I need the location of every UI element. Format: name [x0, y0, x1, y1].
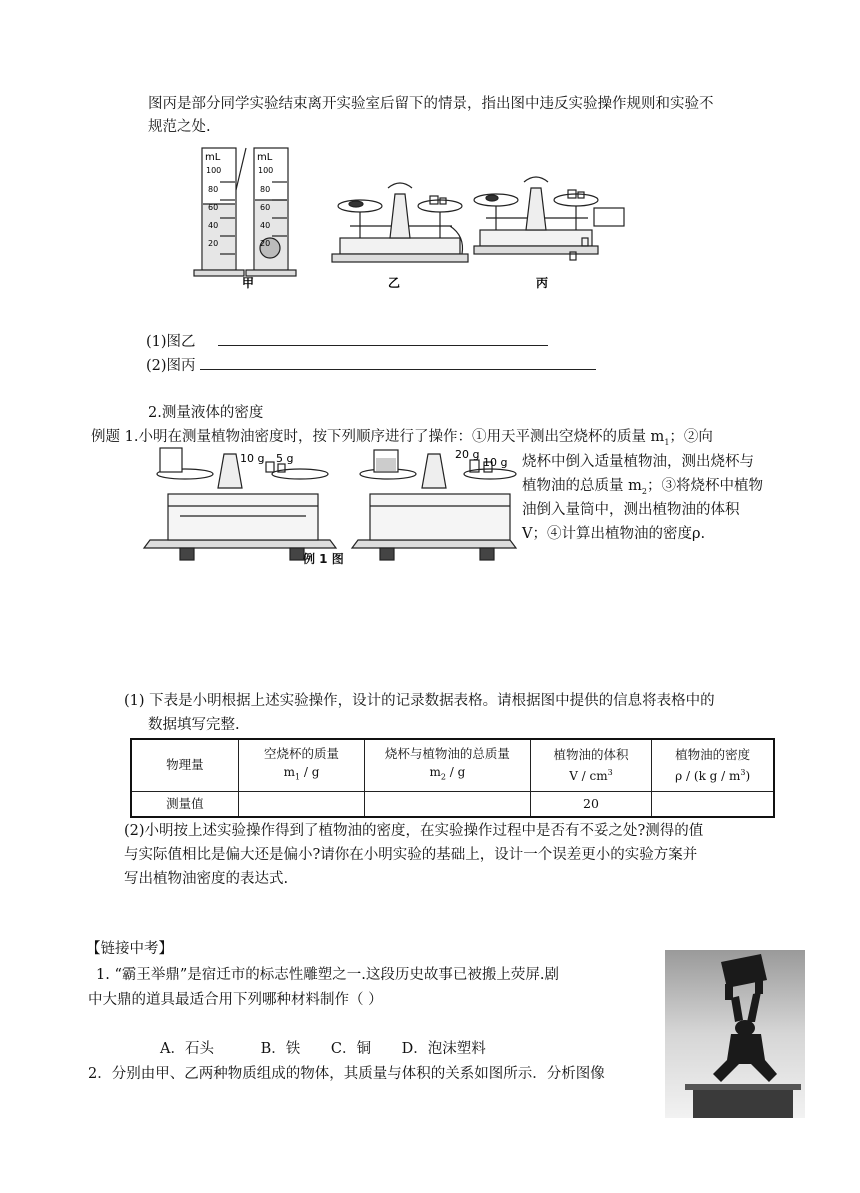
cyl-a-tick-40: 40	[208, 221, 219, 230]
cyl-b-unit: mL	[257, 152, 273, 163]
link-q2-line-1: 2．分别由甲、乙两种物质组成的物体，其质量与体积的关系如图所示．分析图像	[88, 1066, 605, 1082]
table-header-row	[131, 739, 774, 791]
example-1-side-4: V；④计算出植物油的密度ρ.	[522, 526, 706, 542]
table-header-volume-unit: V / $cm^3$	[569, 767, 613, 783]
answer-line-q2[interactable]	[200, 355, 596, 370]
table-header-density-title: 植物油的密度	[675, 746, 751, 762]
option-b[interactable]: B．铁	[260, 1041, 301, 1057]
weight-left-5g: 5 g	[276, 452, 294, 465]
table-header-empty-beaker-title: 空烧杯的质量	[264, 745, 340, 761]
example-1-side-3: 油倒入量筒中，测出植物油的体积	[522, 502, 740, 518]
balance-bing	[474, 177, 624, 260]
figure-label-bing: 丙	[536, 276, 549, 290]
cyl-a-tick-20: 20	[208, 239, 219, 248]
example-1-side-1: 烧杯中倒入适量植物油，测出烧杯与	[522, 454, 754, 470]
blank-q1	[146, 331, 548, 353]
example-1-side-2-a: 植物油的总质量 m	[522, 478, 642, 494]
intro-line-1: 图丙是部分同学实验结束离开实验室后留下的情景，指出图中违反实验操作规则和实验不	[148, 96, 714, 112]
cyl-b-tick-40: 40	[260, 221, 271, 230]
option-d[interactable]: D．泡沫塑料	[401, 1041, 486, 1057]
table-cell-density-value[interactable]	[652, 791, 774, 817]
table-header-density-unit: ρ / (k g / $m^3$)	[675, 767, 751, 783]
example-1-text: 例题 1.小明在测量植物油密度时，按下列顺序进行了操作：①用天平测出空烧杯的质量 m	[91, 429, 665, 445]
blank-q2	[146, 355, 596, 377]
table-row	[131, 791, 774, 817]
question-2-line-3: 写出植物油密度的表达式.	[124, 871, 289, 887]
question-2-line-1: (2)小明按上述实验操作得到了植物油的密度，在实验操作过程中是否有不妥之处?测得的值	[124, 823, 704, 839]
figure-cylinders-balances	[190, 142, 630, 302]
cyl-b-tick-80: 80	[260, 185, 271, 194]
table-header-total-mass-unit: $m_2$ / g	[429, 764, 466, 781]
cyl-a-tick-60: 60	[208, 203, 219, 212]
blank-q1-label: (1)图乙	[146, 334, 196, 350]
weight-right-10g: 10 g	[483, 456, 508, 469]
sculpture-photo	[665, 950, 805, 1118]
section-2-title: 2.测量液体的密度	[148, 405, 264, 421]
table-header-total-mass	[365, 739, 530, 791]
example-1-side-2-sub: 2	[641, 486, 647, 496]
record-table	[130, 738, 775, 818]
table-header-quantity: 物理量	[131, 739, 238, 791]
table-header-volume-title: 植物油的体积	[553, 746, 629, 762]
balance-yi	[332, 183, 468, 262]
table-header-empty-beaker-unit: $m_1$ / g	[283, 764, 320, 781]
weight-right-20g: 20 g	[455, 448, 480, 461]
blank-q2-label: (2)图丙	[146, 358, 196, 374]
table-header-volume	[530, 739, 652, 791]
cyl-b-tick-20: 20	[260, 239, 271, 248]
figure-label-jia: 甲	[242, 276, 255, 290]
weight-left-10g: 10 g	[240, 452, 265, 465]
table-cell-volume-value: 20	[530, 791, 652, 817]
link-q1-options	[160, 1038, 486, 1060]
example-1-text-b: ；②向	[669, 429, 713, 445]
question-1-line-1: (1) 下表是小明根据上述实验操作，设计的记录数据表格。请根据图中提供的信息将表格中的	[124, 693, 715, 709]
table-header-total-mass-title: 烧杯与植物油的总质量	[384, 745, 510, 761]
table-cell-total-mass-value[interactable]	[365, 791, 530, 817]
option-c[interactable]: C．铜	[330, 1041, 371, 1057]
link-q1-line-2: 中大鼎的道具最适合用下列哪种材料制作（ ）	[88, 992, 383, 1008]
example-1-caption: 例 1 图	[303, 552, 344, 566]
cyl-a-tick-80: 80	[208, 185, 219, 194]
question-1-line-2: 数据填写完整.	[148, 717, 240, 733]
cyl-b-tick-60: 60	[260, 203, 271, 212]
table-cell-measured-label: 测量值	[131, 791, 238, 817]
intro-line-2: 规范之处.	[148, 119, 211, 135]
figure-label-yi: 乙	[388, 276, 401, 290]
question-2-line-2: 与实际值相比是偏大还是偏小?请你在小明实验的基础上，设计一个误差更小的实验方案并	[124, 847, 698, 863]
cyl-a-unit: mL	[205, 152, 221, 163]
link-section-title: 【链接中考】	[86, 941, 173, 957]
cyl-b-tick-100: 100	[258, 166, 274, 175]
table-header-empty-beaker	[238, 739, 364, 791]
table-header-density	[652, 739, 774, 791]
table-cell-empty-beaker-value[interactable]	[238, 791, 364, 817]
option-a[interactable]: A．石头	[160, 1041, 214, 1057]
example-1-sub: 1	[664, 437, 670, 447]
example-1-side-2-b: ；③将烧杯中植物	[646, 478, 763, 494]
link-q1-line-1: 1. “霸王举鼎”是宿迁市的标志性雕塑之一.这段历史故事已被搬上荧屏.剧	[96, 967, 559, 983]
answer-line-q1[interactable]	[218, 331, 548, 346]
cyl-a-tick-100: 100	[206, 166, 222, 175]
